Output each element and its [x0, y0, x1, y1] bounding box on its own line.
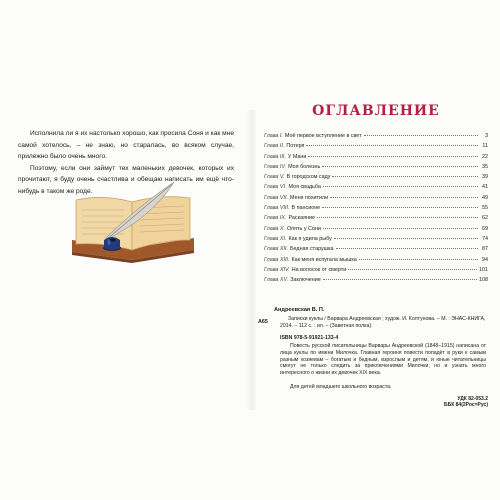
- toc-title: ОГЛАВЛЕНИЕ: [312, 103, 440, 119]
- toc-row[interactable]: [264, 277, 488, 287]
- toc-chapter-number: Глава XI.: [264, 235, 287, 242]
- toc-page-number: 94: [482, 256, 488, 263]
- toc-chapter-title: Опять у Сони: [287, 225, 321, 232]
- toc-chapter-number: Глава IX.: [264, 215, 287, 222]
- toc-page-number: 39: [482, 174, 488, 181]
- toc-chapter-number: Глава VIII.: [264, 205, 290, 212]
- toc-chapter-title: Моя свадьба: [288, 184, 321, 191]
- toc-chapter-title: Потеря: [286, 143, 305, 150]
- toc-page-number: 74: [482, 235, 488, 242]
- toc-row[interactable]: [264, 143, 488, 153]
- toc-chapter-number: Глава XII.: [264, 246, 289, 253]
- toc-leader: [322, 207, 478, 208]
- toc-leader: [332, 176, 478, 177]
- toc-chapter-number: Глава X.: [264, 225, 286, 232]
- toc-row[interactable]: [264, 205, 488, 215]
- toc-leader: [322, 166, 478, 167]
- toc-chapter-number: Глава V.: [264, 174, 285, 181]
- toc-row[interactable]: [264, 164, 488, 174]
- toc-row[interactable]: [264, 215, 488, 225]
- imprint-bibliographic-record: Записки куклы / Варвара Андреевская ; худож. И. Колтунова. – М. : ЭНАС-КНИГА, 2014. – 112 с. : ил. – (Заветная полка).: [280, 316, 486, 329]
- toc-chapter-number: Глава VII.: [264, 194, 289, 201]
- imprint-annotation: Повесть русской писательницы Варвары Андреевской (1848–1915) написана от лица куклы по имени Милочка. Главная героиня повести попадёт в руки к самым разным хозяевам – богатым и бедным, взрослым и детям, и юные читательницы смогут не только следить за приключениями Милочки, но и узнать много интересного о жизни их девочек XIX века.: [280, 343, 486, 377]
- toc-row[interactable]: [264, 246, 488, 256]
- toc-chapter-title: Как меня испугала мышка: [291, 256, 357, 263]
- toc-page-number: 3: [485, 133, 488, 139]
- toc-chapter-title: Раскаяние: [288, 215, 316, 222]
- toc-chapter-title: На волосок от смерти: [291, 266, 347, 273]
- toc-page-number: 11: [482, 143, 488, 150]
- toc-leader: [348, 269, 477, 270]
- imprint-audience-note: Для детей младшего школьного возраста.: [290, 384, 392, 390]
- toc-chapter-number: Глава II.: [264, 143, 285, 150]
- toc-page-number: 62: [482, 215, 488, 222]
- toc-leader: [308, 156, 478, 157]
- left-paragraph-2: Поэтому, если они займут тех маленьких девочек, которых их прочитают, я буду очень счастлива и обещаю написать им ещё что-нибудь в таком же роде.: [18, 164, 234, 195]
- imprint-author: Андреевская В. П.: [274, 307, 325, 313]
- left-page: [18, 0, 246, 500]
- imprint-classification-codes: [444, 396, 488, 409]
- toc-row[interactable]: [264, 184, 488, 194]
- toc-chapter-title: Бедная старушка: [290, 246, 334, 253]
- toc-chapter-title: У Мани: [287, 153, 307, 160]
- toc-page-number: 108: [479, 277, 488, 284]
- toc-chapter-number: Глава XIV.: [264, 266, 290, 273]
- toc-page-number: 22: [482, 153, 488, 160]
- toc-chapter-title: Как я удила рыбу: [288, 235, 332, 242]
- right-page: [258, 0, 494, 500]
- toc-row[interactable]: [264, 257, 488, 267]
- toc-chapter-number: Глава XIII.: [264, 256, 290, 263]
- toc-page-number: 41: [482, 184, 488, 191]
- toc-chapter-number: Глава XV.: [264, 277, 289, 284]
- toc-chapter-number: Глава VI.: [264, 184, 287, 191]
- book-gutter: [247, 110, 257, 410]
- imprint-udk: УДК 82-053.2: [457, 396, 488, 402]
- toc-chapter-title: Моё первое вступление в свет: [284, 133, 362, 139]
- toc-chapter-number: Глава III.: [264, 153, 286, 160]
- toc-leader: [359, 259, 478, 260]
- toc-page-number: 49: [482, 194, 488, 201]
- toc-row[interactable]: [264, 195, 488, 205]
- open-book-quill-inkwell-icon: [66, 178, 200, 264]
- toc-page-number: 69: [482, 225, 488, 232]
- toc-chapter-title: В городском саду: [286, 174, 331, 181]
- toc-leader: [334, 238, 478, 239]
- table-of-contents: [264, 133, 488, 287]
- imprint-code: А65: [258, 319, 268, 325]
- toc-leader: [330, 197, 478, 198]
- toc-chapter-title: В пансионе: [291, 205, 321, 212]
- toc-row[interactable]: [264, 226, 488, 236]
- toc-row[interactable]: [264, 154, 488, 164]
- toc-chapter-title: Заключение: [290, 277, 321, 284]
- left-paragraph-1: Исполнила ли я их настолько хорошо, как просила Соня и как мне самой хотелось, – не знаю, но старалась, во всяком случае, прилежно было очень много.: [18, 130, 234, 161]
- imprint-bbk: ББК 84(2Рос=Рус): [444, 402, 488, 409]
- toc-row[interactable]: [264, 133, 488, 143]
- imprint-isbn: ISBN 978-5-91921-133-4: [280, 335, 339, 341]
- toc-chapter-number: Глава I.: [264, 133, 283, 139]
- toc-row[interactable]: [264, 267, 488, 277]
- toc-row[interactable]: [264, 174, 488, 184]
- toc-chapter-title: Моя болезнь: [288, 163, 321, 170]
- toc-leader: [323, 186, 478, 187]
- toc-page-number: 87: [482, 246, 488, 253]
- toc-row[interactable]: [264, 236, 488, 246]
- toc-chapter-title: Меня похитили: [290, 194, 329, 201]
- toc-chapter-number: Глава IV.: [264, 163, 287, 170]
- toc-leader: [364, 135, 478, 136]
- toc-leader: [306, 145, 478, 146]
- toc-leader: [336, 248, 478, 249]
- toc-leader: [323, 228, 478, 229]
- toc-leader: [317, 217, 478, 218]
- toc-page-number: 55: [482, 205, 488, 212]
- toc-page-number: 101: [479, 266, 488, 273]
- toc-leader: [323, 279, 477, 280]
- toc-page-number: 35: [482, 163, 488, 170]
